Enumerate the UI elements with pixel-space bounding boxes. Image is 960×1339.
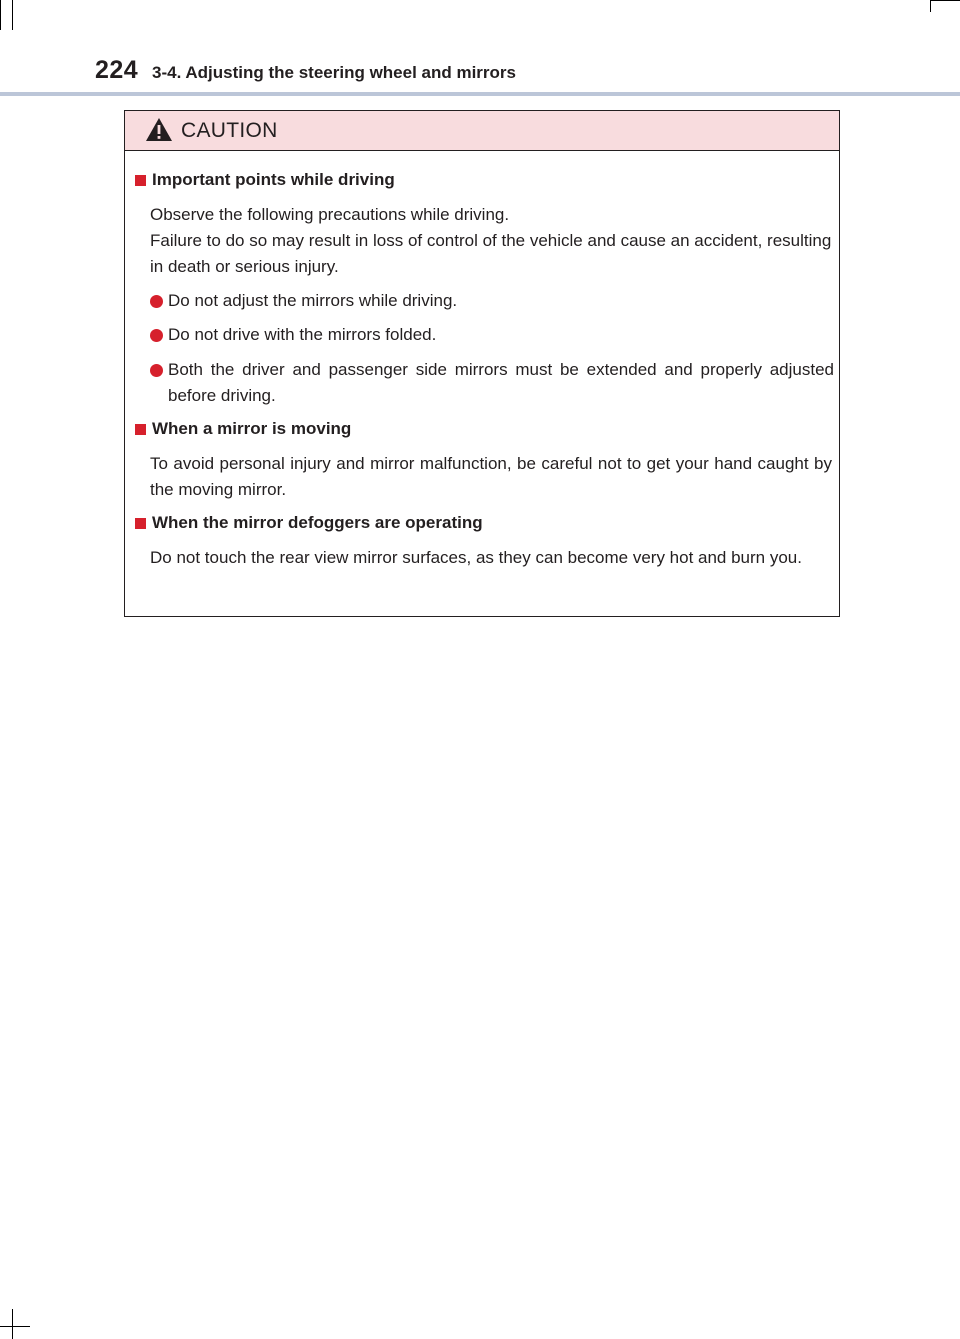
intro-line: Failure to do so may result in loss of control of the vehicle and cause an accident, resulting in death or serious injury. [150,231,832,276]
section-heading [135,170,395,190]
header-rule [0,92,960,96]
section-heading-text: Important points while driving [152,170,395,189]
section-heading [135,419,351,439]
section-text: To avoid personal injury and mirror malfunction, be careful not to get your hand caught by the moving mirror. [150,454,832,499]
caution-box [124,110,840,617]
list-item-text: Both the driver and passenger side mirrors must be extended and properly adjusted before driving. [168,360,834,405]
round-bullet-icon [150,295,163,308]
intro-line: Observe the following precautions while driving. [150,205,510,224]
caution-header [125,111,839,151]
section-heading [135,513,483,533]
crop-mark [12,1309,13,1339]
section-text: Do not touch the rear view mirror surfaces, as they can become very hot and burn you. [150,548,802,567]
page-header [0,0,960,96]
list-item [150,288,834,314]
square-bullet-icon [135,175,146,186]
caution-title: CAUTION [181,119,278,142]
round-bullet-icon [150,329,163,342]
list-item [150,357,834,409]
square-bullet-icon [135,424,146,435]
square-bullet-icon [135,518,146,529]
section-heading-text: When the mirror defoggers are operating [152,513,483,532]
warning-triangle-icon [145,117,173,142]
list-item-text: Do not drive with the mirrors folded. [168,325,437,344]
list-item [150,322,834,348]
list-item-text: Do not adjust the mirrors while driving. [168,291,458,310]
section-heading-text: When a mirror is moving [152,419,352,438]
crop-mark [0,1326,30,1327]
page-number: 224 [95,56,139,84]
section-title: 3-4. Adjusting the steering wheel and mirrors [152,63,516,82]
round-bullet-icon [150,364,163,377]
